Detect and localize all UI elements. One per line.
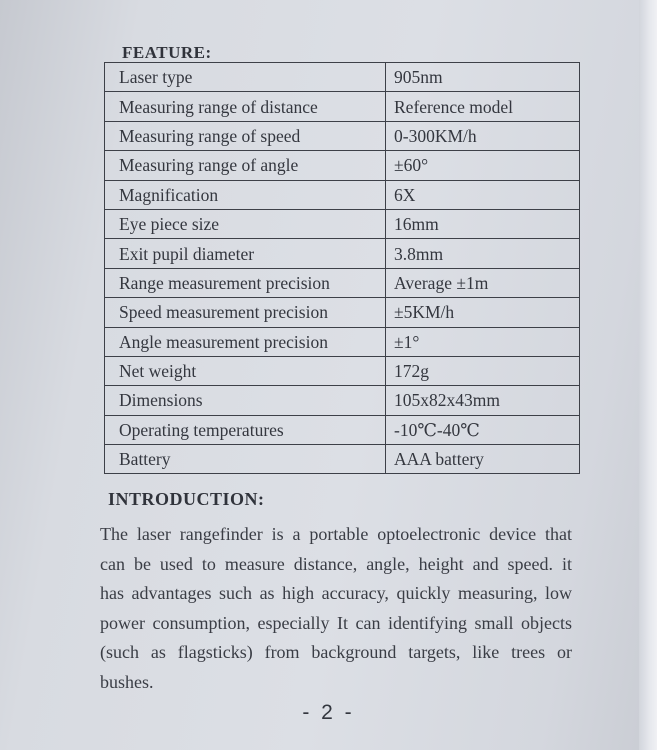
spec-value: ±1° [386,327,580,356]
spec-value: 905nm [386,63,580,92]
spec-value: 3.8mm [386,239,580,268]
table-row [105,239,580,268]
spec-label: Laser type [105,63,386,92]
spec-label: Measuring range of distance [105,92,386,121]
spec-value: AAA battery [386,445,580,474]
spec-label: Measuring range of angle [105,151,386,180]
table-row [105,268,580,297]
spec-label: Magnification [105,180,386,209]
spec-label: Exit pupil diameter [105,239,386,268]
table-row [105,356,580,385]
table-row [105,209,580,238]
spec-label: Eye piece size [105,209,386,238]
table-row [105,180,580,209]
spec-value: 0-300KM/h [386,121,580,150]
table-row [105,445,580,474]
table-row [105,415,580,444]
spec-value: 105x82x43mm [386,386,580,415]
spec-value: 172g [386,356,580,385]
spec-label: Net weight [105,356,386,385]
spec-value: 6X [386,180,580,209]
page-edge [639,0,657,750]
introduction-heading: INTRODUCTION: [108,489,265,509]
page-number: - 2 - [302,701,355,724]
table-row [105,151,580,180]
spec-value: ±5KM/h [386,298,580,327]
spec-value: 16mm [386,209,580,238]
table-row [105,121,580,150]
introduction-paragraph: The laser rangefinder is a portable optoelectronic device that can be used to measure distance, angle, height and speed. it has advantages such as high accuracy, quickly measuring, low power consumption, especially It can identifying small objects (such as flagsticks) from background targets, like trees or bushes. [100,524,572,692]
spec-value: -10℃-40℃ [386,415,580,444]
table-row [105,298,580,327]
spec-label: Battery [105,445,386,474]
table-row [105,386,580,415]
spec-value: ±60° [386,151,580,180]
table-row [105,92,580,121]
feature-heading: FEATURE: [122,43,212,62]
table-row [105,63,580,92]
spec-label: Speed measurement precision [105,298,386,327]
spec-label: Angle measurement precision [105,327,386,356]
spec-value: Average ±1m [386,268,580,297]
spec-label: Range measurement precision [105,268,386,297]
table-row [105,327,580,356]
spec-label: Operating temperatures [105,415,386,444]
spec-value: Reference model [386,92,580,121]
spec-label: Dimensions [105,386,386,415]
spec-label: Measuring range of speed [105,121,386,150]
spec-table [104,62,580,474]
